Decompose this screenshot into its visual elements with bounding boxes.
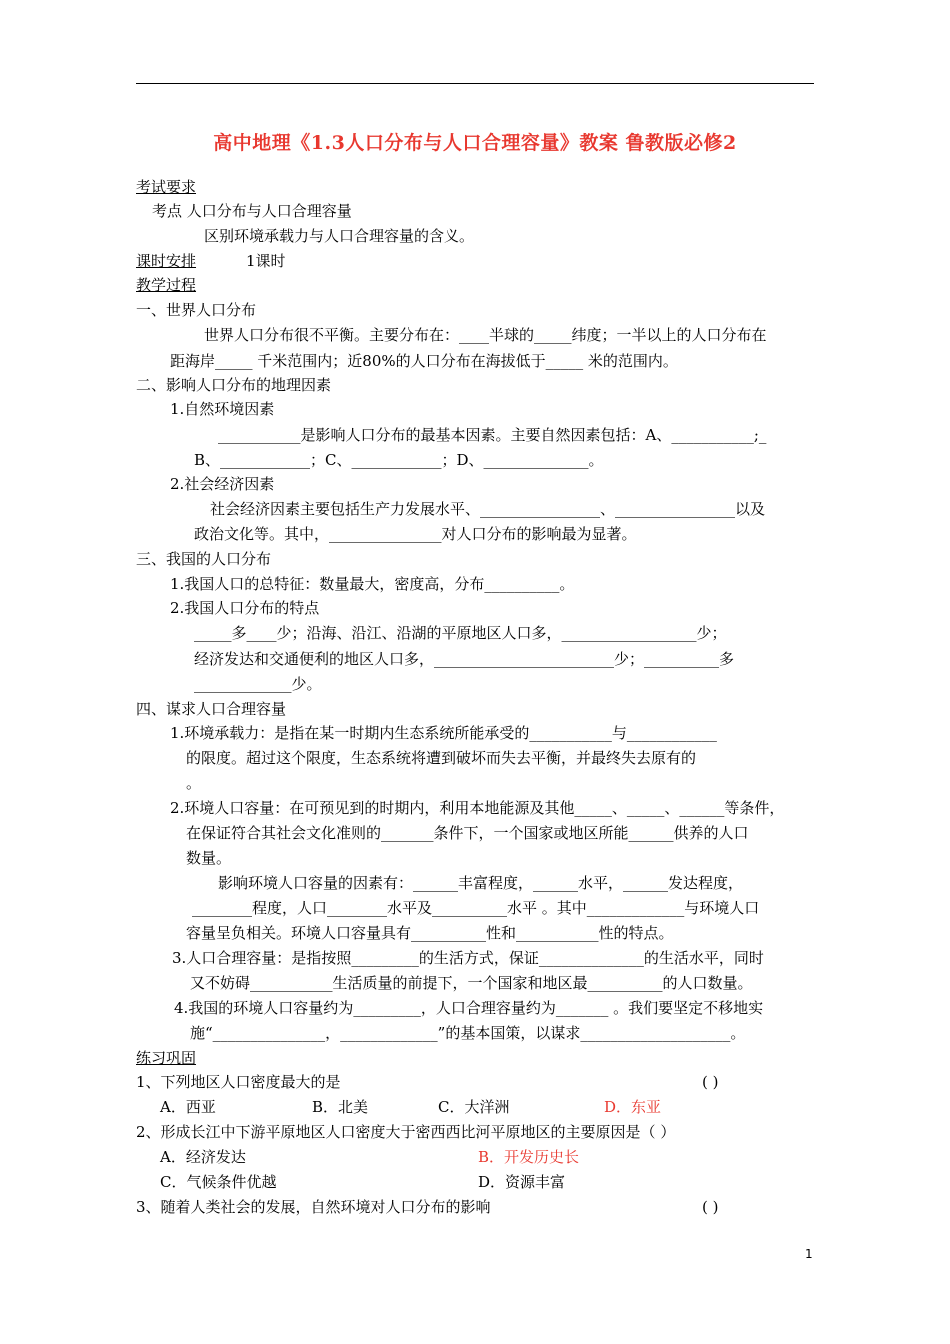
text-line: 容量呈负相关。环境人口容量具有__________性和___________性的特点。 (186, 924, 674, 942)
text-line: 3、随着人类社会的发展，自然环境对人口分布的影响 (136, 1198, 491, 1216)
text-line: 一、世界人口分布 (136, 301, 257, 319)
top-rule (136, 83, 814, 84)
text-line: 2.环境人口容量：在可预见到的时期内，利用本地能源及其他_____、_____、______等条件， (170, 799, 785, 817)
text-line: 教学过程 (136, 276, 197, 294)
text-line: 练习巩固 (136, 1049, 197, 1067)
text-line: 1、下列地区人口密度最大的是 (136, 1073, 341, 1091)
text-line: 课时安排 (136, 252, 197, 270)
text-line: 在保证符合其社会文化准则的_______条件下，一个国家或地区所能______供养的人口 (186, 824, 749, 842)
text-line: 1.自然环境因素 (170, 400, 275, 418)
text-line: 数量。 (186, 849, 232, 867)
text-line: 1.我国人口的总特征：数量最大，密度高，分布__________。 (170, 575, 575, 593)
text-line: 1.环境承载力：是指在某一时期内生态系统所能承受的___________与____________ (170, 724, 717, 742)
text-line: C．大洋洲 (438, 1098, 510, 1116)
text-line: 2、形成长江中下游平原地区人口密度大于密西西比河平原地区的主要原因是（ ） (136, 1123, 676, 1141)
page-number: 1 (805, 1247, 813, 1261)
text-line: B．开发历史长 (478, 1148, 580, 1166)
text-line: 三、我国的人口分布 (136, 550, 272, 568)
text-line: _____多____少；沿海、沿江、沿湖的平原地区人口多，__________________少； (194, 624, 727, 642)
text-line: 距海岸_____ 千米范围内；近80%的人口分布在海拔低于_____ 米的范围内。 (170, 352, 678, 370)
text-line: 考试要求 (136, 178, 197, 196)
text-line: 3.人口合理容量：是指按照_________的生活方式，保证______________的生活水平，同时 (172, 949, 764, 967)
text-line: 政治文化等。其中，_______________对人口分布的影响最为显著。 (194, 525, 637, 543)
text-line: C．气候条件优越 (160, 1173, 277, 1191)
text-line: D．东亚 (604, 1098, 662, 1116)
text-line: 经济发达和交通便利的地区人口多，________________________少；__________多 (194, 650, 735, 668)
text-line: 1课时 (246, 252, 286, 270)
text-line: 又不妨碍___________生活质量的前提下，一个国家和地区最__________的人口数量。 (190, 974, 753, 992)
text-line: 的限度。超过这个限度，生态系统将遭到破坏而失去平衡，并最终失去原有的 (186, 749, 697, 767)
text-line: B．北美 (312, 1098, 369, 1116)
text-line: 施“_______________，_____________”的基本国策，以谋求____________________。 (190, 1024, 746, 1042)
document-title: 高中地理《1.3人口分布与人口合理容量》教案 鲁教版必修2 (213, 132, 737, 154)
text-line: 2.社会经济因素 (170, 475, 275, 493)
text-line: 社会经济因素主要包括生产力发展水平、________________、________________以及 (210, 500, 766, 518)
text-line: 二、影响人口分布的地理因素 (136, 376, 332, 394)
text-line: B、____________；C、____________；D、______________。 (194, 451, 604, 469)
text-line: 考点 人口分布与人口合理容量 (152, 202, 352, 220)
text-line: 四、谋求人口合理容量 (136, 700, 287, 718)
text-line: ( ) (702, 1073, 719, 1091)
text-line: _____________少。 (194, 675, 322, 693)
text-line: 4.我国的环境人口容量约为_________，人口合理容量约为_______ 。我们要坚定不移地实 (174, 999, 764, 1017)
text-line: 。 (186, 774, 202, 792)
text-line: 影响环境人口容量的因素有：______丰富程度，______水平，______发达程度， (218, 874, 744, 892)
text-line: A．西亚 (160, 1098, 216, 1116)
text-line: ___________是影响人口分布的最基本因素。主要自然因素包括：A、___________;_ (218, 426, 767, 444)
text-line: 2.我国人口分布的特点 (170, 599, 320, 617)
text-line: ( ) (702, 1198, 719, 1216)
text-line: 世界人口分布很不平衡。主要分布在：____半球的_____纬度；一半以上的人口分布在 (204, 326, 767, 344)
text-line: 区别环境承载力与人口合理容量的含义。 (204, 227, 475, 245)
text-line: A．经济发达 (160, 1148, 246, 1166)
text-line: D．资源丰富 (478, 1173, 566, 1191)
text-line: ________程度，人口________水平及__________水平 。其中_____________与环境人口 (192, 899, 760, 917)
